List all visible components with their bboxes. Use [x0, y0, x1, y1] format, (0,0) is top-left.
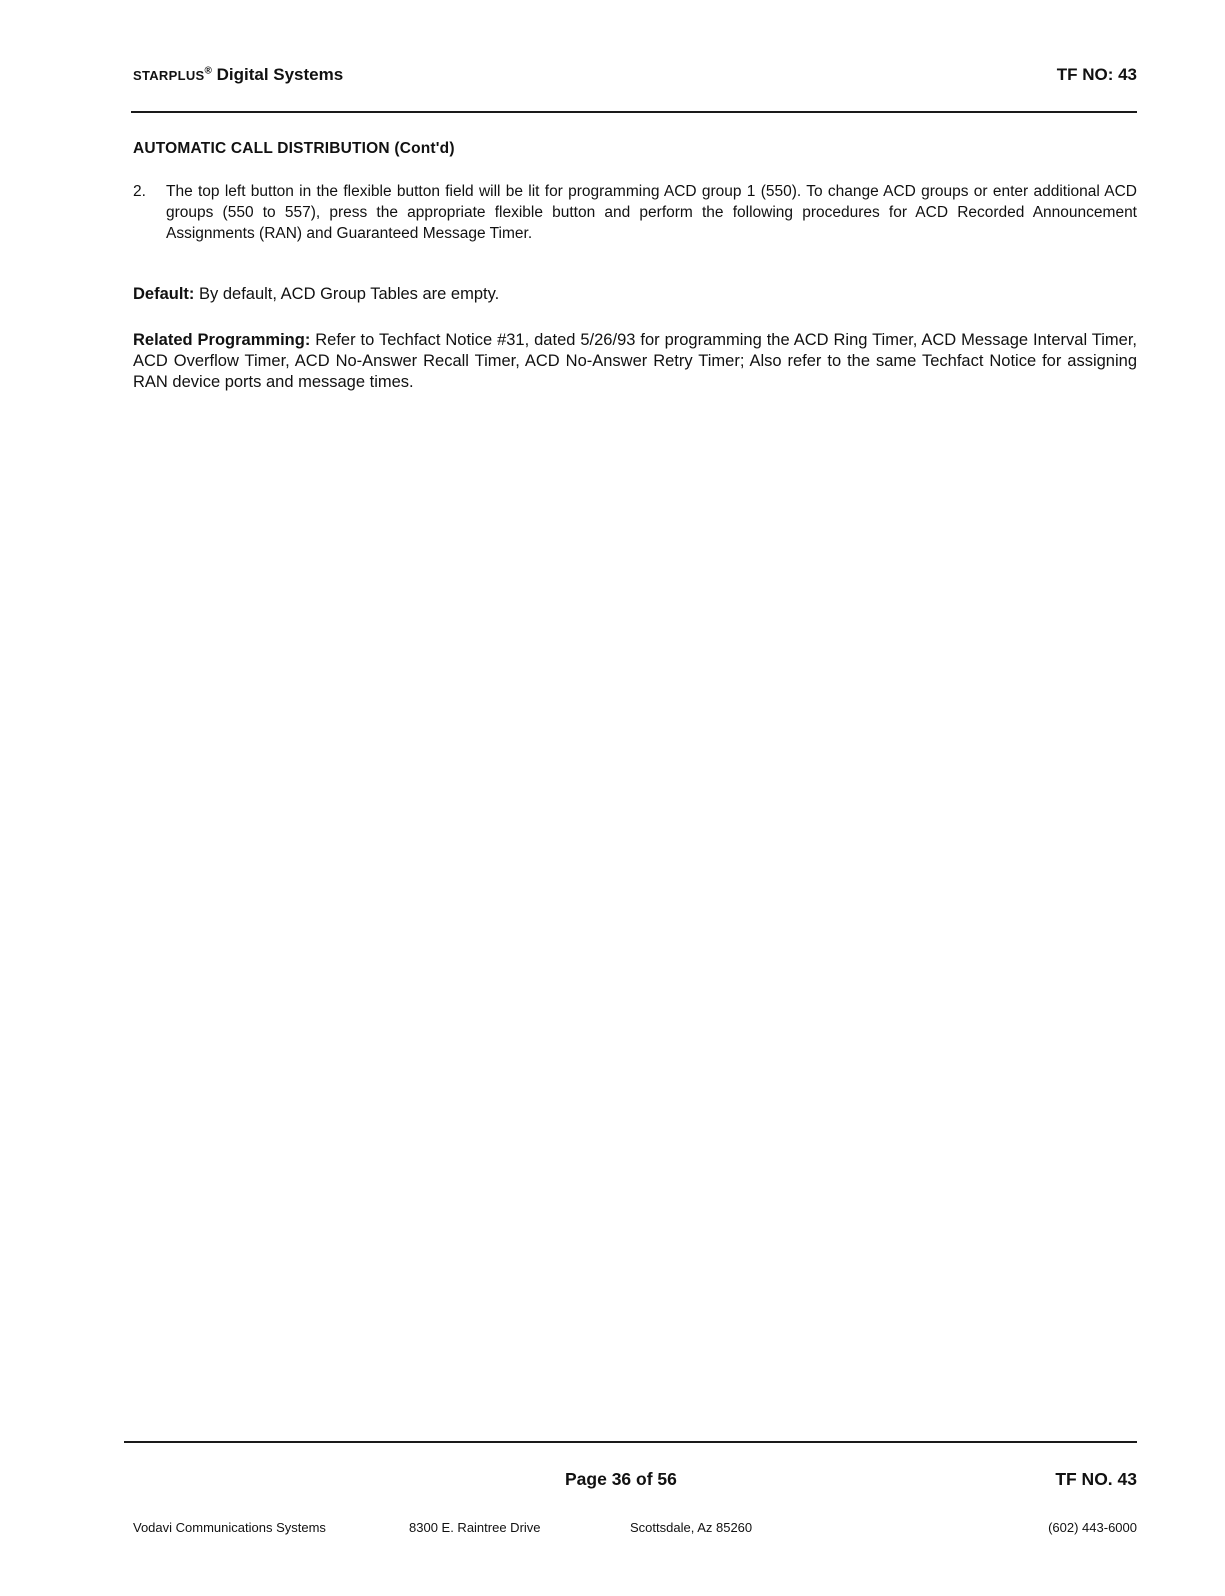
footer-tf-number: TF NO. 43	[1055, 1469, 1137, 1489]
header-doc-id: TF NO: 43	[1056, 65, 1137, 84]
default-paragraph	[133, 284, 1137, 305]
header-brand	[133, 65, 343, 85]
numbered-item	[133, 181, 1137, 244]
default-text: By default, ACD Group Tables are empty.	[194, 285, 500, 303]
header-divider	[131, 111, 1137, 113]
brand-suffix: Digital Systems	[211, 65, 344, 84]
page-number: Page 36 of 56	[565, 1469, 677, 1489]
footer-address: 8300 E. Raintree Drive	[409, 1520, 541, 1535]
footer-company: Vodavi Communications Systems	[133, 1520, 326, 1535]
footer-divider	[124, 1441, 1137, 1443]
related-label: Related Programming:	[133, 331, 311, 349]
footer-city: Scottsdale, Az 85260	[630, 1520, 753, 1535]
section-heading: AUTOMATIC CALL DISTRIBUTION (Cont'd)	[133, 140, 455, 157]
item-text: The top left button in the flexible button field will be lit for programming ACD group 1 (550). To change ACD groups or enter additional ACD groups (550 to 557), press the appropriate flexible button and perform the following procedures for ACD Recorded Announcement Assignments (RAN) and Guaranteed Message Timer.	[166, 183, 1137, 242]
registered-mark: ®	[204, 65, 212, 77]
item-number: 2.	[133, 183, 146, 200]
related-programming-paragraph	[133, 330, 1137, 393]
footer-phone: (602) 443-6000	[1048, 1520, 1137, 1535]
brand-name: STARPLUS	[133, 68, 205, 83]
default-label: Default:	[133, 285, 195, 303]
related-text: Refer to Techfact Notice #31, dated 5/26/93 for programming the ACD Ring Timer, ACD Message Interval Timer, ACD Overflow Timer, ACD No-Answer Recall Timer, ACD No-Answer Retry Timer; Also refer to the same Techfact Notice for assigning RAN device ports and message times.	[133, 331, 1137, 391]
